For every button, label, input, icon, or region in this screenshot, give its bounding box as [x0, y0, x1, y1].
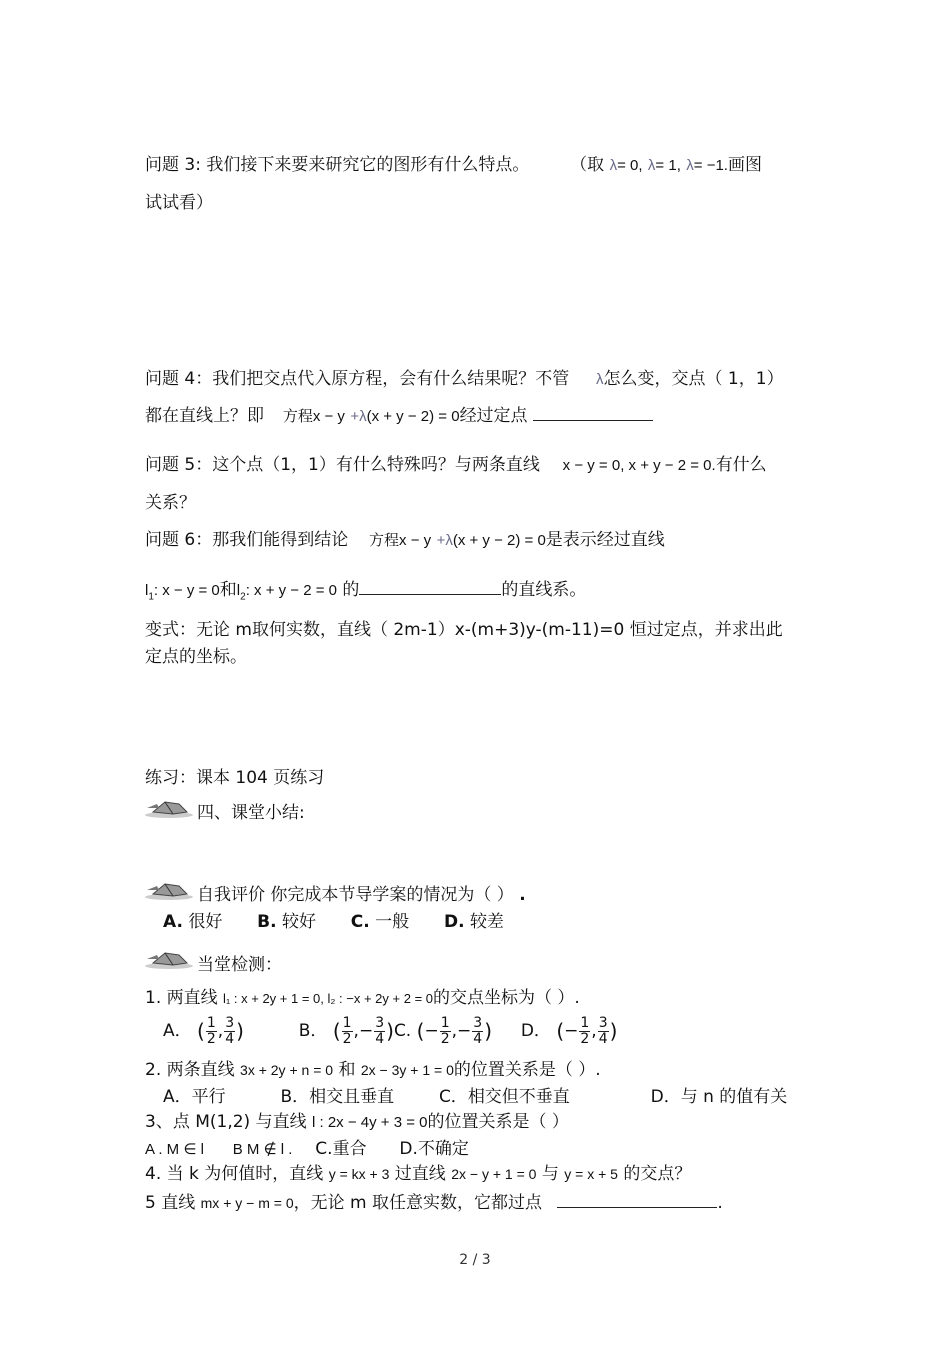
problem-4	[145, 1164, 691, 1184]
p4-with: 与	[541, 1164, 559, 1184]
p2-options	[163, 1087, 803, 1107]
p3-option-d[interactable]: D.不确定	[399, 1139, 469, 1159]
p5-equation: mx + y − m = 0	[200, 1195, 294, 1211]
self-eval-dot: .	[519, 885, 526, 905]
p2-text2: 的位置关系是（ ）.	[453, 1060, 601, 1080]
q4-text3: 都在直线上？即	[145, 406, 264, 426]
plus-symbol: +	[350, 408, 360, 425]
q6-eq-pre: 方程x − y	[369, 532, 432, 549]
q3-hint-open: （取	[570, 155, 605, 175]
lambda-symbol: λ	[445, 532, 453, 549]
question-5	[145, 455, 767, 475]
p1-option-d[interactable]: D． (− $\frac{1}{2}$ , $\frac{3}{4}$ )	[520, 1015, 618, 1047]
q6-and: 和	[219, 580, 237, 600]
p2-option-d[interactable]: D．与 n 的值有关	[650, 1087, 788, 1107]
option-b[interactable]: B. 较好	[257, 912, 316, 932]
self-eval-text: 自我评价 你完成本节导学案的情况为（ ）	[197, 885, 514, 905]
l1-equation: : x − y = 0	[153, 582, 220, 599]
answer-blank[interactable]	[359, 580, 501, 595]
option-d[interactable]: D. 较差	[443, 912, 504, 932]
answer-blank[interactable]	[557, 1193, 717, 1208]
p4-text2: 过直线	[394, 1164, 446, 1184]
l1-subscript: 1	[148, 591, 154, 603]
p3-option-c[interactable]: C.重合	[315, 1139, 367, 1159]
p4-eq2: 2x − y + 1 = 0	[451, 1166, 537, 1182]
line-l2: l	[236, 582, 241, 599]
q3-label: 问题 3:	[145, 155, 201, 175]
q5-eq: x − y = 0, x + y − 2 = 0.	[562, 457, 716, 474]
q3-line2: 试试看）	[145, 193, 213, 213]
q3-text: 我们接下来要来研究它的图形有什么特点。	[206, 155, 530, 175]
lambda-symbol: λ	[647, 157, 656, 174]
problem-1	[145, 988, 580, 1008]
q4-text4: 经过定点	[459, 406, 528, 426]
page-number: 2 / 3	[459, 1252, 491, 1268]
q5-line2: 关系？	[145, 493, 196, 513]
p3-text2: 的位置关系是（ ）	[427, 1112, 569, 1132]
question-3	[145, 155, 762, 175]
p1-options	[163, 1016, 617, 1046]
option-c[interactable]: C. 一般	[350, 912, 410, 932]
p1-text1: 1. 两直线	[145, 988, 218, 1008]
problem-5	[145, 1193, 723, 1213]
plus-symbol: +	[436, 532, 446, 549]
p2-and: 和	[338, 1060, 356, 1080]
p1-option-a[interactable]: A． ( $\frac{1}{2}$ , $\frac{3}{4}$ )	[163, 1015, 244, 1047]
problem-2	[145, 1060, 601, 1080]
p3-option-a[interactable]: A . M ∈ l	[145, 1141, 204, 1158]
p1-text2: 的交点坐标为（ ）.	[433, 988, 580, 1008]
self-evaluation	[197, 885, 526, 905]
q6-eq-post: (x + y − 2) = 0	[452, 532, 546, 549]
p1-option-b[interactable]: B． ( $\frac{1}{2}$ ,− $\frac{3}{4}$ )	[298, 1015, 394, 1047]
q3-value-1: = 0,	[617, 157, 643, 174]
q3-hint-tail: 画图	[727, 155, 762, 175]
p2-option-b[interactable]: B．相交且垂直	[280, 1087, 395, 1107]
check-heading: 当堂检测：	[197, 955, 282, 975]
q5-text1: 问题 5：这个点（1，1）有什么特殊吗？与两条直线	[145, 455, 540, 475]
p2-eq2: 2x − 3y + 1 = 0	[360, 1062, 454, 1078]
q4-line2	[145, 406, 653, 426]
q4-eq-pre: 方程x − y	[282, 408, 345, 425]
p3-options	[145, 1139, 469, 1159]
lambda-symbol: λ	[609, 157, 618, 174]
summary-heading: 四、课堂小结:	[197, 803, 305, 823]
q4-text2: 怎么变，交点（ 1，1）	[603, 369, 784, 389]
p5-text1: 5 直线	[145, 1193, 196, 1213]
p1-option-c[interactable]: C. (− $\frac{1}{2}$ ,− $\frac{3}{4}$ )	[393, 1015, 492, 1047]
p5-text2: ，无论 m 取任意实数，它都过点	[293, 1193, 542, 1213]
p5-dot: .	[717, 1193, 723, 1213]
problem-3	[145, 1112, 569, 1132]
p2-text1: 2. 两条直线	[145, 1060, 235, 1080]
q4-text1: 问题 4：我们把交点代入原方程，会有什么结果呢？不管	[145, 369, 570, 389]
book-hand-icon	[143, 876, 195, 902]
q6-text1: 问题 6：那我们能得到结论	[145, 530, 349, 550]
q6-tail: 的直线系。	[501, 580, 587, 600]
p2-option-c[interactable]: C．相交但不垂直	[438, 1087, 570, 1107]
q6-line2	[145, 580, 586, 603]
line-l1: l	[145, 582, 149, 599]
p3-text1: 3、点 M(1,2) 与直线	[145, 1112, 307, 1132]
question-4	[145, 369, 784, 389]
p2-option-a[interactable]: A．平行	[163, 1087, 226, 1107]
book-hand-icon	[143, 945, 195, 971]
l2-equation: : x + y − 2 = 0	[245, 582, 337, 599]
p4-eq1: y = kx + 3	[328, 1166, 390, 1182]
lambda-symbol: λ	[596, 371, 604, 388]
q4-eq-post: (x + y − 2) = 0	[366, 408, 460, 425]
question-6	[145, 530, 665, 550]
practice: 练习：课本 104 页练习	[145, 768, 325, 788]
p4-text1: 4. 当 k 为何值时，直线	[145, 1164, 324, 1184]
q3-value-2: = 1,	[655, 157, 681, 174]
p1-equation: l₁ : x + 2y + 1 = 0, l₂ : −x + 2y + 2 = 0	[223, 991, 433, 1006]
p3-equation: l : 2x − 4y + 3 = 0	[312, 1114, 428, 1131]
q6-of: 的	[342, 580, 360, 600]
option-a[interactable]: A. 很好	[163, 912, 223, 932]
q5-text2: 有什么	[715, 455, 767, 475]
lambda-symbol: λ	[686, 157, 694, 174]
variant-line1: 变式：无论 m取何实数，直线（ 2m-1）x-(m+3)y-(m-11)=0 恒过定点，并求出此	[145, 620, 783, 640]
book-hand-icon	[143, 794, 195, 820]
l2-subscript: 2	[240, 591, 246, 603]
variant-line2: 定点的坐标。	[145, 647, 247, 667]
q6-text2: 是表示经过直线	[545, 530, 665, 550]
p4-text3: 的交点？	[623, 1164, 692, 1184]
answer-blank[interactable]	[533, 406, 653, 421]
p2-eq1: 3x + 2y + n = 0	[240, 1062, 334, 1078]
self-eval-options	[163, 912, 504, 932]
q3-value-3: = −1.	[693, 157, 728, 174]
p3-option-b[interactable]: B M ∉ l .	[232, 1141, 293, 1158]
p4-eq3: y = x + 5	[564, 1166, 618, 1182]
lambda-symbol: λ	[359, 408, 367, 425]
